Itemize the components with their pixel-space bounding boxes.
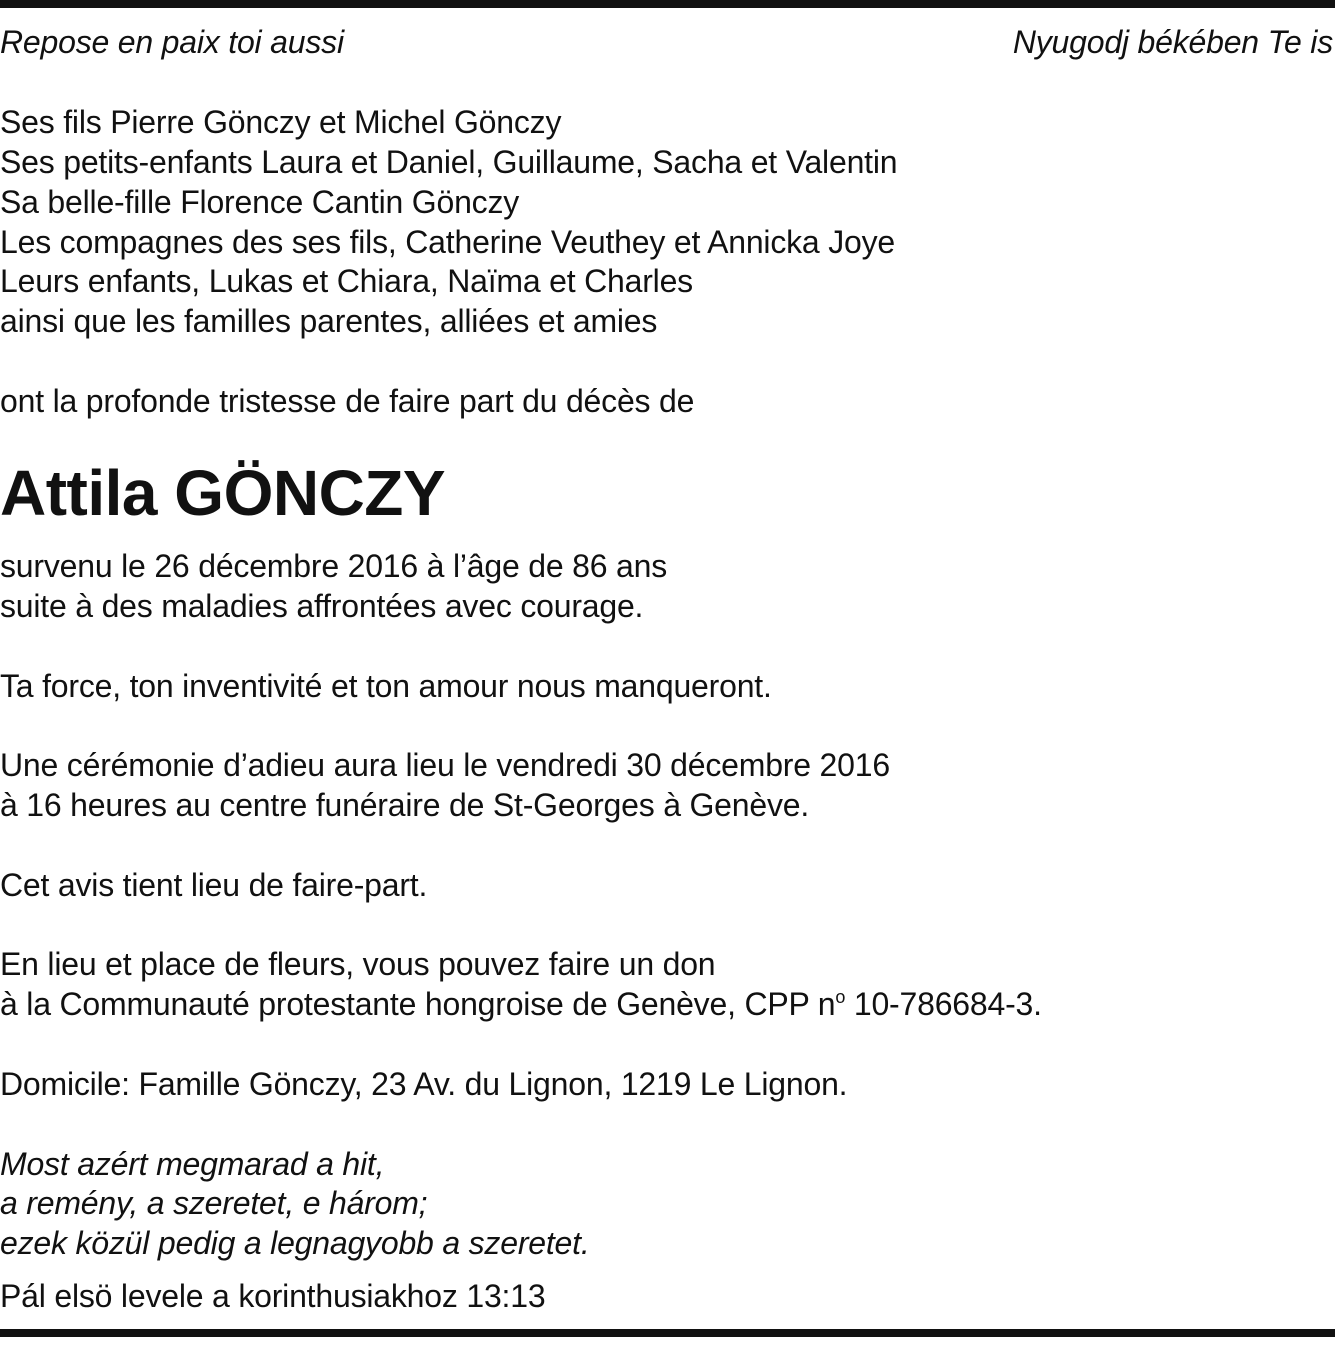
notice: Cet avis tient lieu de faire-part.: [0, 867, 428, 903]
verse-reference: Pál elsö levele a korinthusiakhoz 13:13: [0, 1278, 546, 1314]
death-date-line: survenu le 26 décembre 2016 à l’âge de 86 ans: [0, 548, 668, 584]
family-line: Ses fils Pierre Gönczy et Michel Gönczy: [0, 104, 562, 140]
family-line: Sa belle-fille Florence Cantin Gönczy: [0, 184, 520, 220]
donation-line: En lieu et place de fleurs, vous pouvez faire un don: [0, 946, 716, 982]
death-cause-line: suite à des maladies affrontées avec courage.: [0, 588, 644, 624]
family-line: Leurs enfants, Lukas et Chiara, Naïma et Charles: [0, 263, 693, 299]
numero-superscript: o: [835, 987, 846, 1007]
tribute: Ta force, ton inventivité et ton amour nous manqueront.: [0, 668, 772, 704]
epigraph-french: Repose en paix toi aussi: [0, 24, 344, 60]
top-rule: [0, 0, 1335, 8]
family-line: Les compagnes des ses fils, Catherine Veuthey et Annicka Joye: [0, 224, 896, 260]
deceased-name: Attila GÖNCZY: [0, 457, 446, 529]
donation-prefix: à la Communauté protestante hongroise de Genève, CPP n: [0, 986, 836, 1022]
donation-account: 10-786684-3.: [845, 986, 1042, 1022]
family-line: ainsi que les familles parentes, alliées et amies: [0, 303, 658, 339]
epigraph-hungarian: Nyugodj békében Te is: [1012, 24, 1333, 60]
verse-line: ezek közül pedig a legnagyobb a szeretet.: [0, 1225, 590, 1261]
ceremony-line: Une cérémonie d’adieu aura lieu le vendredi 30 décembre 2016: [0, 747, 890, 783]
announcement: ont la profonde tristesse de faire part du décès de: [0, 383, 695, 419]
verse-line: a remény, a szeretet, e három;: [0, 1185, 428, 1221]
bottom-rule: [0, 1329, 1335, 1337]
ceremony-line: à 16 heures au centre funéraire de St-Georges à Genève.: [0, 787, 810, 823]
domicile: Domicile: Famille Gönczy, 23 Av. du Lignon, 1219 Le Lignon.: [0, 1066, 848, 1102]
verse-line: Most azért megmarad a hit,: [0, 1146, 385, 1182]
donation-account-line: [0, 984, 1042, 1024]
family-line: Ses petits-enfants Laura et Daniel, Guillaume, Sacha et Valentin: [0, 144, 898, 180]
